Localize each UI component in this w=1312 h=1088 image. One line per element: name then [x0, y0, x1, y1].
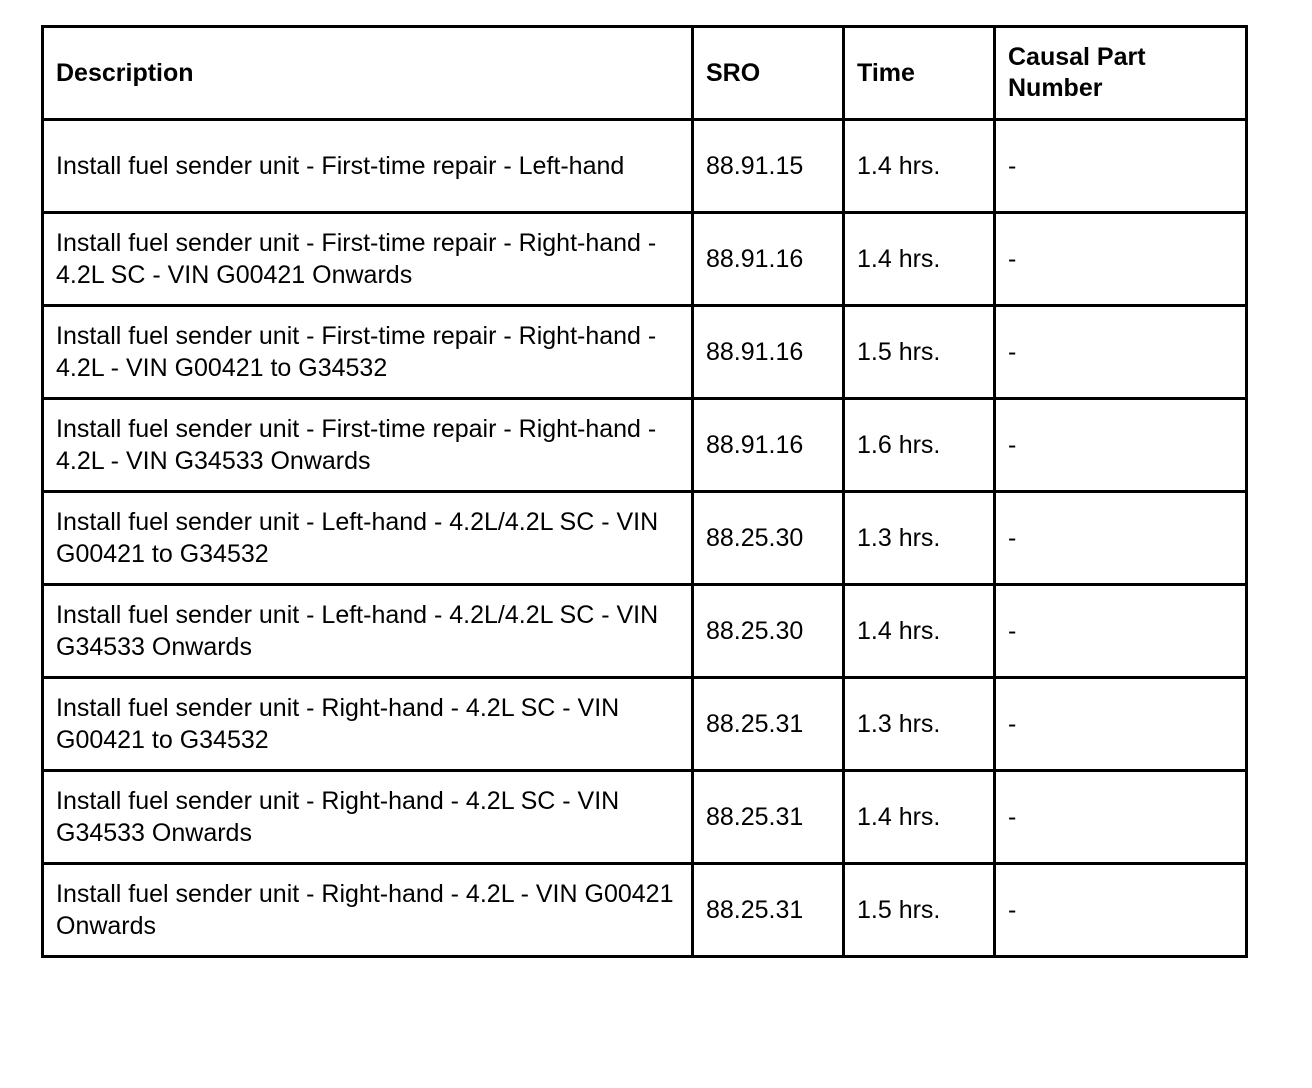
cell-sro: 88.25.31	[693, 771, 844, 864]
header-description: Description	[43, 27, 693, 120]
table-row	[43, 678, 1247, 771]
table-header-row	[43, 27, 1247, 120]
cell-sro: 88.91.16	[693, 399, 844, 492]
cell-sro: 88.25.31	[693, 864, 844, 957]
cell-sro: 88.91.16	[693, 306, 844, 399]
cell-time: 1.4 hrs.	[844, 585, 995, 678]
cell-description: Install fuel sender unit - First-time repair - Left-hand	[43, 120, 693, 213]
cell-time: 1.3 hrs.	[844, 492, 995, 585]
cell-description: Install fuel sender unit - Right-hand - 4.2L - VIN G00421 Onwards	[43, 864, 693, 957]
cell-description: Install fuel sender unit - Right-hand - 4.2L SC - VIN G00421 to G34532	[43, 678, 693, 771]
cell-causal-part-number: -	[995, 585, 1247, 678]
cell-causal-part-number: -	[995, 306, 1247, 399]
cell-causal-part-number: -	[995, 864, 1247, 957]
cell-causal-part-number: -	[995, 492, 1247, 585]
cell-causal-part-number: -	[995, 213, 1247, 306]
table-row	[43, 864, 1247, 957]
cell-description: Install fuel sender unit - Left-hand - 4.2L/4.2L SC - VIN G34533 Onwards	[43, 585, 693, 678]
header-causal-part-number: Causal Part Number	[995, 27, 1247, 120]
cell-description: Install fuel sender unit - First-time repair - Right-hand - 4.2L - VIN G00421 to G34532	[43, 306, 693, 399]
cell-causal-part-number: -	[995, 771, 1247, 864]
cell-time: 1.3 hrs.	[844, 678, 995, 771]
header-time: Time	[844, 27, 995, 120]
cell-sro: 88.25.31	[693, 678, 844, 771]
cell-description: Install fuel sender unit - Right-hand - 4.2L SC - VIN G34533 Onwards	[43, 771, 693, 864]
cell-time: 1.5 hrs.	[844, 306, 995, 399]
labor-time-table	[41, 25, 1248, 958]
cell-sro: 88.25.30	[693, 492, 844, 585]
table-row	[43, 492, 1247, 585]
table-row	[43, 585, 1247, 678]
labor-time-table-container	[41, 25, 1245, 958]
cell-description: Install fuel sender unit - First-time repair - Right-hand - 4.2L - VIN G34533 Onwards	[43, 399, 693, 492]
cell-sro: 88.91.15	[693, 120, 844, 213]
table-row	[43, 771, 1247, 864]
table-row	[43, 306, 1247, 399]
cell-causal-part-number: -	[995, 120, 1247, 213]
table-row	[43, 120, 1247, 213]
cell-description: Install fuel sender unit - Left-hand - 4.2L/4.2L SC - VIN G00421 to G34532	[43, 492, 693, 585]
cell-sro: 88.91.16	[693, 213, 844, 306]
cell-time: 1.5 hrs.	[844, 864, 995, 957]
cell-causal-part-number: -	[995, 678, 1247, 771]
table-row	[43, 213, 1247, 306]
cell-description: Install fuel sender unit - First-time repair - Right-hand - 4.2L SC - VIN G00421 Onwards	[43, 213, 693, 306]
cell-time: 1.4 hrs.	[844, 213, 995, 306]
header-sro: SRO	[693, 27, 844, 120]
cell-time: 1.6 hrs.	[844, 399, 995, 492]
cell-time: 1.4 hrs.	[844, 771, 995, 864]
cell-causal-part-number: -	[995, 399, 1247, 492]
cell-time: 1.4 hrs.	[844, 120, 995, 213]
table-row	[43, 399, 1247, 492]
cell-sro: 88.25.30	[693, 585, 844, 678]
